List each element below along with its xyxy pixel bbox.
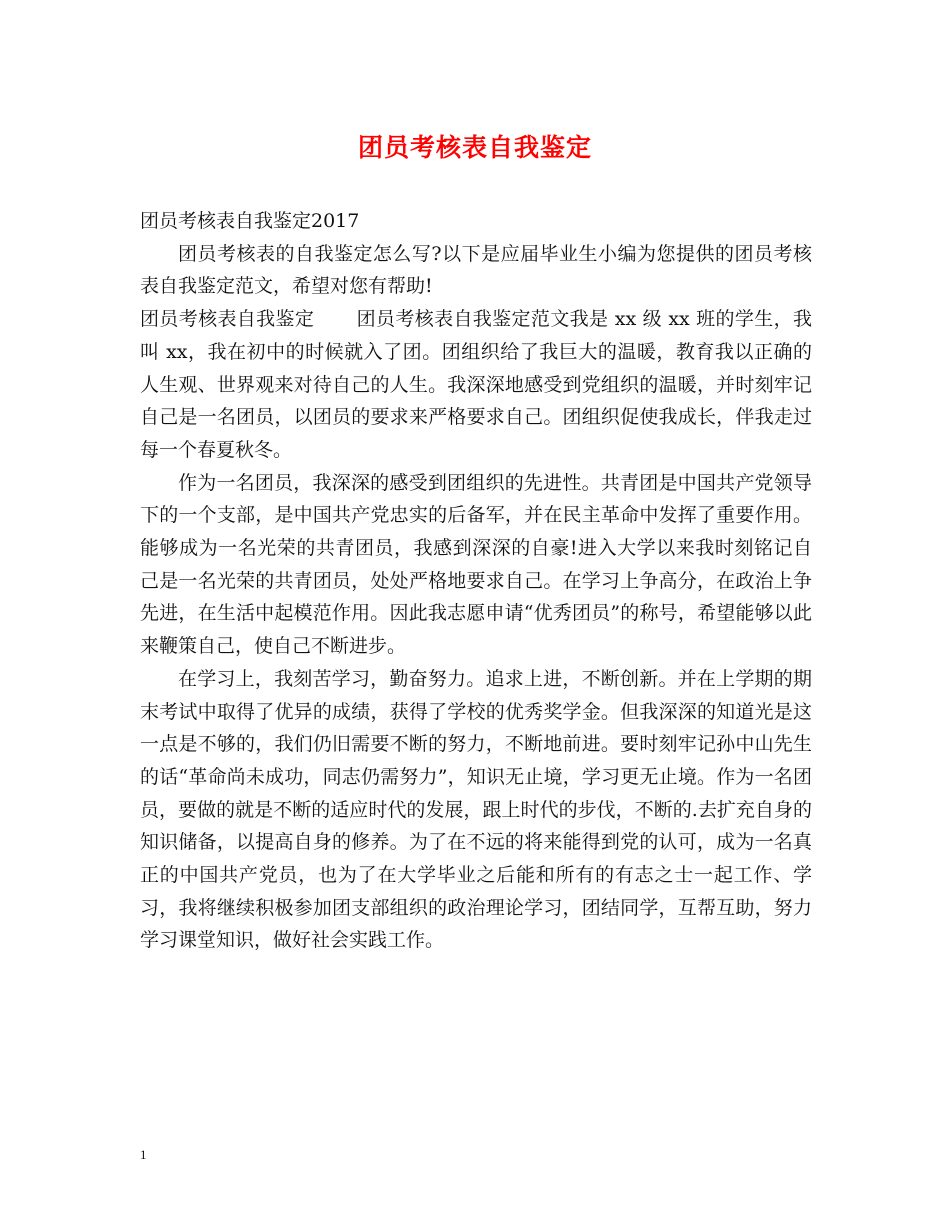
paragraph-one-text: 团员考核表自我鉴定范文我是 xx 级 xx 班的学生，我叫 xx，我在初中的时候就入了团。团组织给了我巨大的温暖，教育我以正确的人生观、世界观来对待自己的人生。我深深地感受到党组织的温暖，并时刻牢记自己是一名团员，以团员的要求来严格要求自己。团组织促使我成长，伴我走过每一个春夏秋冬。 <box>140 308 812 461</box>
document-subtitle: 团员考核表自我鉴定2017 <box>140 210 360 232</box>
paragraph-two: 作为一名团员，我深深的感受到团组织的先进性。共青团是中国共产党领导下的一个支部，是中国共产党忠实的后备军，并在民主革命中发挥了重要作用。能够成为一名光荣的共青团员，我感到深深的自豪!进入大学以来我时刻铭记自己是一名光荣的共青团员，处处严格地要求自己。在学习上争高分，在政治上争先进，在生活中起模范作用。因此我志愿申请“优秀团员”的称号，希望能够以此来鞭策自己，使自己不断进步。 <box>140 471 812 658</box>
section-label: 团员考核表自我鉴定 <box>140 308 315 331</box>
paragraph-first <box>140 303 812 467</box>
page-number: 1 <box>140 1147 147 1162</box>
document-title: 团员考核表自我鉴定 <box>357 133 592 162</box>
intro-paragraph: 团员考核表的自我鉴定怎么写?以下是应届毕业生小编为您提供的团员考核表自我鉴定范文，希望对您有帮助! <box>140 242 812 298</box>
paragraph-three: 在学习上，我刻苦学习，勤奋努力。追求上进，不断创新。并在上学期的期末考试中取得了优异的成绩，获得了学校的优秀奖学金。但我深深的知道光是这一点是不够的，我们仍旧需要不断的努力，不断地前进。要时刻牢记孙中山先生的话“革命尚未成功，同志仍需努力”，知识无止境，学习更无止境。作为一名团员，要做的就是不断的适应时代的发展，跟上时代的步伐，不断的.去扩充自身的知识储备，以提高自身的修养。为了在不远的将来能得到党的认可，成为一名真正的中国共产党员，也为了在大学毕业之后能和所有的有志之士一起工作、学习，我将继续积极参加团支部组织的政治理论学习，团结同学，互帮互助，努力学习课堂知识，做好社会实践工作。 <box>140 667 812 952</box>
document-body <box>140 205 812 957</box>
